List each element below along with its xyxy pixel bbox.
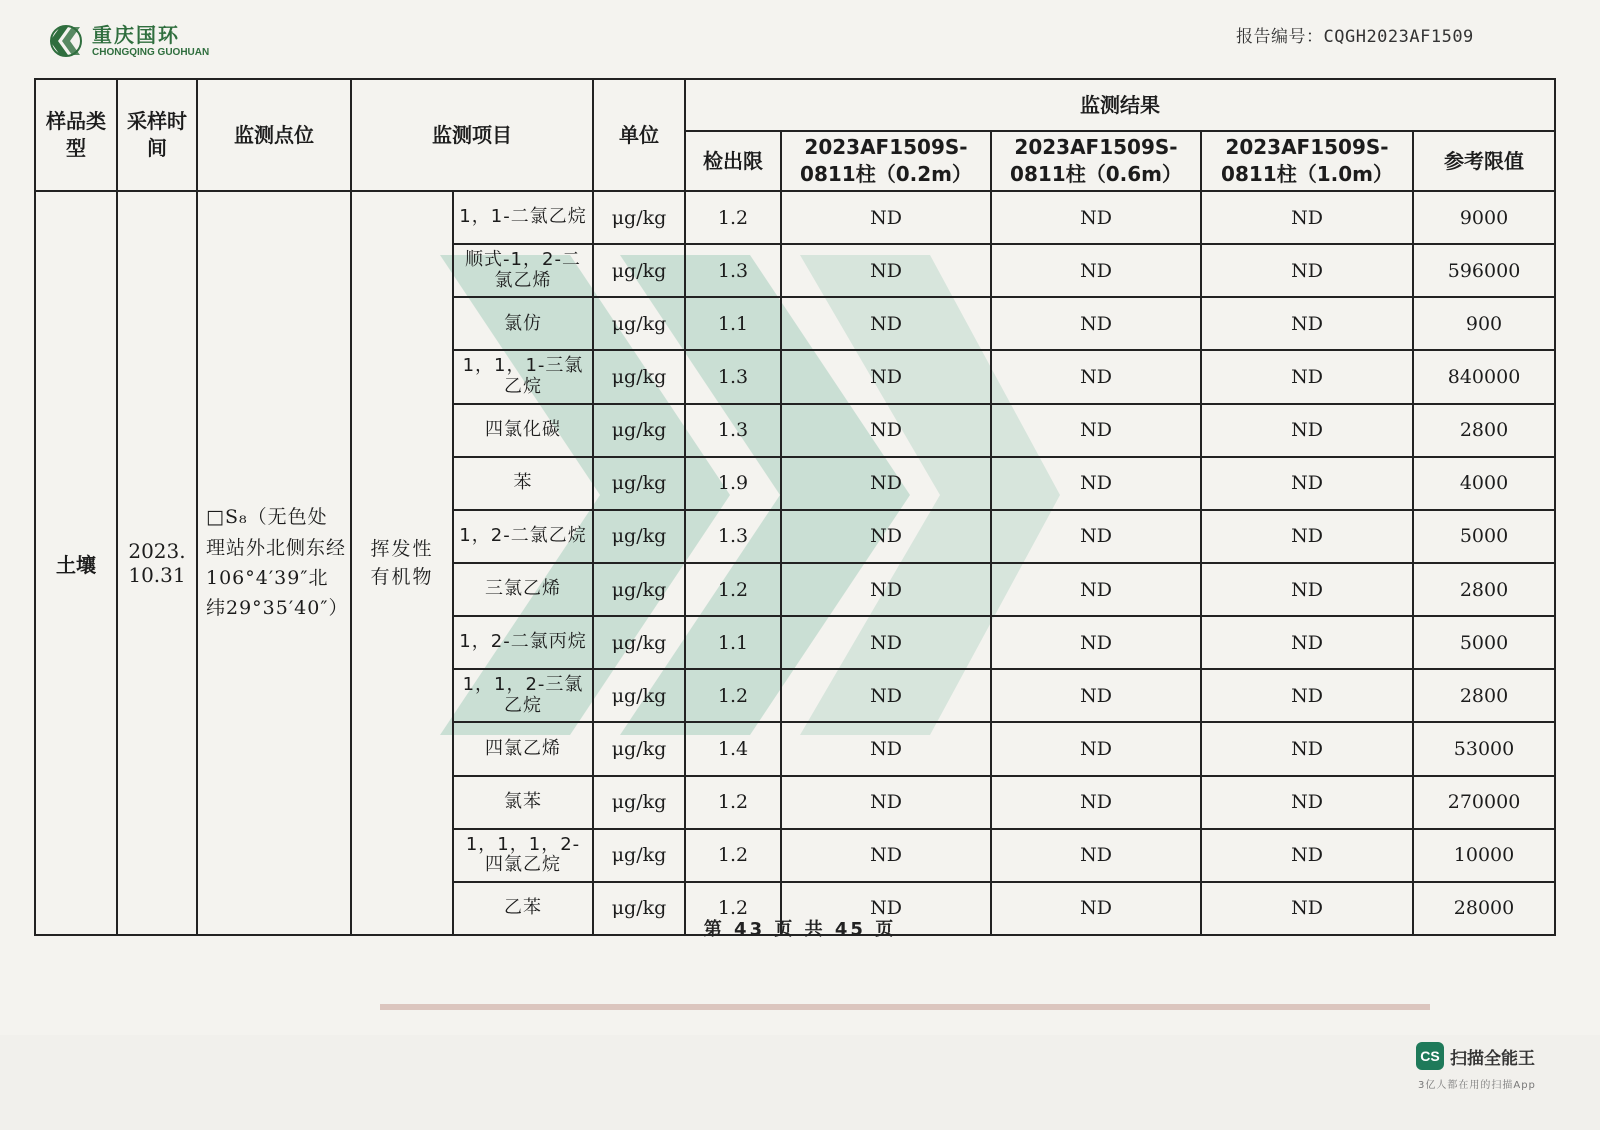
result-0-2m-cell: ND: [781, 829, 991, 882]
result-1-0m-cell: ND: [1201, 297, 1413, 350]
result-0-6m-cell: ND: [991, 722, 1201, 775]
sampling-time-cell: 2023.10.31: [117, 191, 197, 935]
result-1-0m-cell: ND: [1201, 776, 1413, 829]
detection-limit-cell: 1.2: [685, 563, 781, 616]
result-0-2m-cell: ND: [781, 297, 991, 350]
scanner-app-name: 扫描全能王: [1450, 1048, 1535, 1069]
result-0-6m-cell: ND: [991, 191, 1201, 244]
scanner-tagline: 3亿人都在用的扫描App: [1418, 1080, 1536, 1091]
header-sample-0-6m: 2023AF1509S-0811柱（0.6m）: [991, 131, 1201, 191]
result-0-6m-cell: ND: [991, 457, 1201, 510]
header-sample-type: 样品类型: [35, 79, 117, 191]
result-0-6m-cell: ND: [991, 244, 1201, 297]
item-cell: 1，2-二氯乙烷: [453, 510, 593, 563]
result-0-2m-cell: ND: [781, 244, 991, 297]
item-cell: 顺式-1，2-二氯乙烯: [453, 244, 593, 297]
ref-limit-cell: 9000: [1413, 191, 1555, 244]
ref-limit-cell: 10000: [1413, 829, 1555, 882]
detection-limit-cell: 1.1: [685, 297, 781, 350]
detection-limit-cell: 1.3: [685, 350, 781, 403]
result-1-0m-cell: ND: [1201, 350, 1413, 403]
result-1-0m-cell: ND: [1201, 722, 1413, 775]
detection-limit-cell: 1.2: [685, 829, 781, 882]
header-detection-limit: 检出限: [685, 131, 781, 191]
page-number: 第 43 页 共 45 页: [703, 919, 897, 940]
unit-cell: μg/kg: [593, 244, 685, 297]
detection-limit-cell: 1.3: [685, 510, 781, 563]
header-unit: 单位: [593, 79, 685, 191]
unit-cell: μg/kg: [593, 722, 685, 775]
unit-cell: μg/kg: [593, 882, 685, 935]
report-number: 报告编号：CQGH2023AF1509: [1236, 27, 1474, 47]
unit-cell: μg/kg: [593, 669, 685, 722]
unit-cell: μg/kg: [593, 297, 685, 350]
header-location: 监测点位: [197, 79, 351, 191]
unit-cell: μg/kg: [593, 829, 685, 882]
scanner-badge: [1416, 1042, 1535, 1070]
header-sample-1-0m: 2023AF1509S-0811柱（1.0m）: [1201, 131, 1413, 191]
ref-limit-cell: 596000: [1413, 244, 1555, 297]
ref-limit-cell: 2800: [1413, 404, 1555, 457]
ref-limit-cell: 53000: [1413, 722, 1555, 775]
result-0-2m-cell: ND: [781, 510, 991, 563]
guohuan-logo-icon: [46, 24, 86, 58]
result-1-0m-cell: ND: [1201, 616, 1413, 669]
result-1-0m-cell: ND: [1201, 882, 1413, 935]
detection-limit-cell: 1.2: [685, 669, 781, 722]
item-cell: 氯仿: [453, 297, 593, 350]
item-cell: 1，1-二氯乙烷: [453, 191, 593, 244]
result-0-2m-cell: ND: [781, 616, 991, 669]
item-cell: 1，1，1-三氯乙烷: [453, 350, 593, 403]
ref-limit-cell: 28000: [1413, 882, 1555, 935]
header-sampling-time: 采样时间: [117, 79, 197, 191]
header-item: 监测项目: [351, 79, 593, 191]
ref-limit-cell: 2800: [1413, 669, 1555, 722]
item-cell: 苯: [453, 457, 593, 510]
ref-limit-cell: 2800: [1413, 563, 1555, 616]
item-cell: 1，1，2-三氯乙烷: [453, 669, 593, 722]
result-0-6m-cell: ND: [991, 829, 1201, 882]
result-0-6m-cell: ND: [991, 510, 1201, 563]
detection-limit-cell: 1.2: [685, 776, 781, 829]
result-1-0m-cell: ND: [1201, 510, 1413, 563]
result-1-0m-cell: ND: [1201, 669, 1413, 722]
result-0-2m-cell: ND: [781, 457, 991, 510]
result-1-0m-cell: ND: [1201, 457, 1413, 510]
result-0-2m-cell: ND: [781, 722, 991, 775]
result-0-2m-cell: ND: [781, 669, 991, 722]
header-ref-limit: 参考限值: [1413, 131, 1555, 191]
result-0-2m-cell: ND: [781, 882, 991, 935]
unit-cell: μg/kg: [593, 510, 685, 563]
unit-cell: μg/kg: [593, 457, 685, 510]
item-cell: 四氯乙烯: [453, 722, 593, 775]
header-sample-0-2m: 2023AF1509S-0811柱（0.2m）: [781, 131, 991, 191]
detection-limit-cell: 1.2: [685, 882, 781, 935]
detection-limit-cell: 1.9: [685, 457, 781, 510]
company-name-en: CHONGQING GUOHUAN: [92, 46, 210, 58]
company-logo: [46, 24, 209, 58]
result-0-6m-cell: ND: [991, 297, 1201, 350]
result-0-6m-cell: ND: [991, 776, 1201, 829]
unit-cell: μg/kg: [593, 350, 685, 403]
header-results: 监测结果: [685, 79, 1555, 131]
result-1-0m-cell: ND: [1201, 829, 1413, 882]
monitoring-results-table: [34, 78, 1556, 936]
item-cell: 三氯乙烯: [453, 563, 593, 616]
result-0-6m-cell: ND: [991, 669, 1201, 722]
result-1-0m-cell: ND: [1201, 404, 1413, 457]
results-body: [35, 191, 1555, 935]
result-0-2m-cell: ND: [781, 350, 991, 403]
ref-limit-cell: 900: [1413, 297, 1555, 350]
company-name-cn: 重庆国环: [92, 22, 180, 47]
ref-limit-cell: 5000: [1413, 510, 1555, 563]
detection-limit-cell: 1.4: [685, 722, 781, 775]
result-0-6m-cell: ND: [991, 882, 1201, 935]
ref-limit-cell: 840000: [1413, 350, 1555, 403]
detection-limit-cell: 1.2: [685, 191, 781, 244]
table-row: [35, 191, 1555, 244]
result-1-0m-cell: ND: [1201, 244, 1413, 297]
camscanner-icon: CS: [1416, 1042, 1444, 1070]
item-cell: 1，1，1，2-四氯乙烷: [453, 829, 593, 882]
detection-limit-cell: 1.3: [685, 404, 781, 457]
result-0-6m-cell: ND: [991, 616, 1201, 669]
unit-cell: μg/kg: [593, 404, 685, 457]
ref-limit-cell: 5000: [1413, 616, 1555, 669]
category-cell: 挥发性有机物: [351, 191, 453, 935]
ref-limit-cell: 4000: [1413, 457, 1555, 510]
detection-limit-cell: 1.1: [685, 616, 781, 669]
unit-cell: μg/kg: [593, 191, 685, 244]
result-0-2m-cell: ND: [781, 563, 991, 616]
location-cell: □S₈（无色处理站外北侧东经106°4′39″北纬29°35′40″）: [197, 191, 351, 935]
result-0-6m-cell: ND: [991, 563, 1201, 616]
result-1-0m-cell: ND: [1201, 191, 1413, 244]
result-0-6m-cell: ND: [991, 350, 1201, 403]
ref-limit-cell: 270000: [1413, 776, 1555, 829]
header-row-1: [35, 79, 1555, 131]
item-cell: 乙苯: [453, 882, 593, 935]
item-cell: 氯苯: [453, 776, 593, 829]
result-0-2m-cell: ND: [781, 776, 991, 829]
page-edge-stamp: [380, 1004, 1430, 1010]
unit-cell: μg/kg: [593, 616, 685, 669]
item-cell: 1，2-二氯丙烷: [453, 616, 593, 669]
result-0-2m-cell: ND: [781, 191, 991, 244]
unit-cell: μg/kg: [593, 563, 685, 616]
result-0-6m-cell: ND: [991, 404, 1201, 457]
detection-limit-cell: 1.3: [685, 244, 781, 297]
result-0-2m-cell: ND: [781, 404, 991, 457]
unit-cell: μg/kg: [593, 776, 685, 829]
result-1-0m-cell: ND: [1201, 563, 1413, 616]
sample-type-cell: 土壤: [35, 191, 117, 935]
item-cell: 四氯化碳: [453, 404, 593, 457]
